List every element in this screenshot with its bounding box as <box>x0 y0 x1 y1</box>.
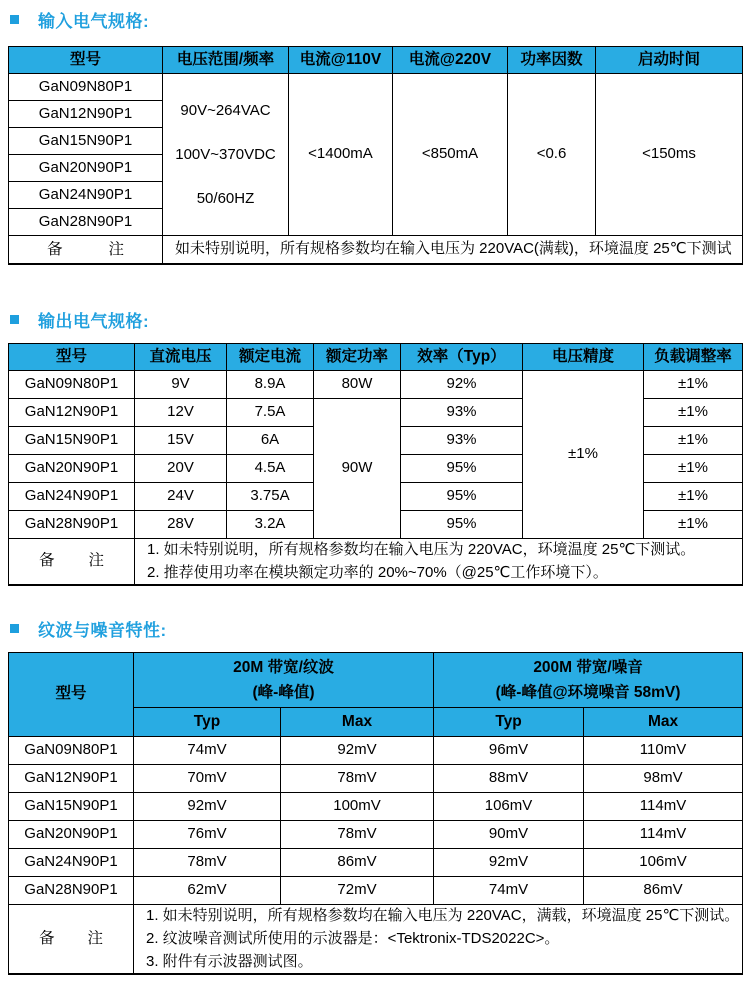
col-header-ripple-group <box>134 652 434 707</box>
col-header-load-regulation: 负载调整率 <box>644 343 743 370</box>
ripple-max-cell: 78mV <box>281 820 434 848</box>
rated-power-cell: 90W <box>314 398 401 538</box>
dc-voltage-cell: 12V <box>135 398 227 426</box>
rated-current-cell: 4.5A <box>227 454 314 482</box>
model-cell: GaN28N90P1 <box>9 876 134 904</box>
model-cell: GaN20N90P1 <box>9 820 134 848</box>
model-cell: GaN24N90P1 <box>9 848 134 876</box>
dc-voltage-cell: 9V <box>135 370 227 398</box>
voltage-range-line: 100V~370VDC <box>175 146 276 163</box>
model-cell: GaN12N90P1 <box>9 764 134 792</box>
col-header-model: 型号 <box>9 652 134 736</box>
load-regulation-cell: ±1% <box>644 426 743 454</box>
table-header-row <box>9 47 743 74</box>
table-header-row <box>9 343 743 370</box>
col-header-model: 型号 <box>9 47 163 74</box>
load-regulation-cell: ±1% <box>644 398 743 426</box>
square-bullet-icon <box>10 624 19 633</box>
ripple-max-cell: 78mV <box>281 764 434 792</box>
model-cell: GaN24N90P1 <box>9 482 135 510</box>
rated-current-cell: 7.5A <box>227 398 314 426</box>
ripple-typ-cell: 70mV <box>134 764 281 792</box>
note-label-cell <box>9 904 134 974</box>
dc-voltage-cell: 24V <box>135 482 227 510</box>
ripple-group-subtitle: (峰-峰值) <box>252 683 315 701</box>
section-ripple-noise-title <box>10 618 750 640</box>
note-label-left: 备 <box>47 240 63 258</box>
section-title-text: 纹波与噪音特性: <box>38 621 167 640</box>
col-header-voltage-precision: 电压精度 <box>523 343 644 370</box>
col-header-rated-power: 额定功率 <box>314 343 401 370</box>
efficiency-cell: 93% <box>401 426 523 454</box>
note-line: 1. 如未特别说明，所有规格参数均在输入电压为 220VAC，满载，环境温度 25℃下测试。 <box>146 906 740 924</box>
table-row <box>9 820 743 848</box>
ripple-typ-cell: 92mV <box>134 792 281 820</box>
ripple-max-cell: 92mV <box>281 736 434 764</box>
note-text-cell <box>134 904 743 974</box>
ripple-typ-cell: 62mV <box>134 876 281 904</box>
model-cell: GaN12N90P1 <box>9 101 163 128</box>
startup-time-cell: <150ms <box>596 74 743 236</box>
col-header-model: 型号 <box>9 343 135 370</box>
noise-typ-cell: 106mV <box>434 792 584 820</box>
current-220v-cell: <850mA <box>393 74 508 236</box>
output-spec-table <box>8 343 743 586</box>
noise-max-cell: 106mV <box>584 848 743 876</box>
datasheet-page <box>0 8 750 983</box>
model-cell: GaN15N90P1 <box>9 426 135 454</box>
note-text: 如未特别说明，所有规格参数均在输入电压为 220VAC(满载)，环境温度 25℃下测试 <box>175 240 732 258</box>
rated-current-cell: 8.9A <box>227 370 314 398</box>
noise-typ-cell: 92mV <box>434 848 584 876</box>
col-header-voltage-range: 电压范围/频率 <box>163 47 289 74</box>
noise-max-cell: 110mV <box>584 736 743 764</box>
col-header-current-220v: 电流@220V <box>393 47 508 74</box>
note-label-right: 注 <box>88 552 104 570</box>
model-cell: GaN15N90P1 <box>9 792 134 820</box>
dc-voltage-cell: 20V <box>135 454 227 482</box>
model-cell: GaN20N90P1 <box>9 454 135 482</box>
voltage-precision-cell: ±1% <box>523 370 644 538</box>
ripple-typ-cell: 78mV <box>134 848 281 876</box>
noise-typ-cell: 96mV <box>434 736 584 764</box>
note-label-left: 备 <box>39 929 55 947</box>
model-cell: GaN12N90P1 <box>9 398 135 426</box>
rated-current-cell: 3.2A <box>227 510 314 538</box>
note-row <box>9 236 743 264</box>
input-spec-table <box>8 46 743 265</box>
load-regulation-cell: ±1% <box>644 482 743 510</box>
model-cell: GaN09N80P1 <box>9 74 163 101</box>
noise-typ-cell: 90mV <box>434 820 584 848</box>
load-regulation-cell: ±1% <box>644 370 743 398</box>
noise-max-cell: 86mV <box>584 876 743 904</box>
table-row <box>9 792 743 820</box>
ripple-max-cell: 100mV <box>281 792 434 820</box>
noise-max-cell: 98mV <box>584 764 743 792</box>
model-cell: GaN20N90P1 <box>9 155 163 182</box>
model-cell: GaN24N90P1 <box>9 182 163 209</box>
note-line: 2. 推荐使用功率在模块额定功率的 20%~70%（@25℃工作环境下）。 <box>147 563 608 581</box>
note-line: 3. 附件有示波器测试图。 <box>146 952 313 970</box>
model-cell: GaN09N80P1 <box>9 736 134 764</box>
col-header-noise-max: Max <box>584 707 743 736</box>
square-bullet-icon <box>10 315 19 324</box>
table-row <box>9 764 743 792</box>
efficiency-cell: 92% <box>401 370 523 398</box>
noise-group-subtitle: (峰-峰值@环境噪音 58mV) <box>495 683 681 701</box>
table-row <box>9 848 743 876</box>
col-header-noise-group <box>434 652 743 707</box>
table-header-group-row <box>9 652 743 707</box>
col-header-current-110v: 电流@110V <box>289 47 393 74</box>
table-row <box>9 876 743 904</box>
note-label-right: 注 <box>87 929 103 947</box>
rated-current-cell: 6A <box>227 426 314 454</box>
ripple-group-title: 20M 带宽/纹波 <box>233 658 334 676</box>
current-110v-cell: <1400mA <box>289 74 393 236</box>
col-header-ripple-typ: Typ <box>134 707 281 736</box>
voltage-range-cell <box>163 74 289 236</box>
note-label-cell <box>9 538 135 585</box>
table-row <box>9 370 743 398</box>
ripple-max-cell: 86mV <box>281 848 434 876</box>
model-cell: GaN09N80P1 <box>9 370 135 398</box>
load-regulation-cell: ±1% <box>644 454 743 482</box>
note-label-right: 注 <box>108 240 124 258</box>
noise-group-title: 200M 带宽/噪音 <box>533 658 643 676</box>
note-row <box>9 904 743 974</box>
section-output-spec-title <box>10 309 750 331</box>
section-title-text: 输出电气规格: <box>38 312 150 331</box>
col-header-noise-typ: Typ <box>434 707 584 736</box>
col-header-efficiency: 效率（Typ） <box>401 343 523 370</box>
efficiency-cell: 95% <box>401 510 523 538</box>
rated-current-cell: 3.75A <box>227 482 314 510</box>
ripple-typ-cell: 76mV <box>134 820 281 848</box>
voltage-range-line: 50/60HZ <box>196 190 255 207</box>
model-cell: GaN28N90P1 <box>9 510 135 538</box>
table-row <box>9 74 743 101</box>
note-row <box>9 538 743 585</box>
noise-max-cell: 114mV <box>584 792 743 820</box>
ripple-typ-cell: 74mV <box>134 736 281 764</box>
power-factor-cell: <0.6 <box>508 74 596 236</box>
note-line: 1. 如未特别说明，所有规格参数均在输入电压为 220VAC，环境温度 25℃下测试。 <box>147 540 696 558</box>
noise-max-cell: 114mV <box>584 820 743 848</box>
note-label-cell <box>9 236 163 264</box>
col-header-ripple-max: Max <box>281 707 434 736</box>
efficiency-cell: 95% <box>401 454 523 482</box>
rated-power-cell: 80W <box>314 370 401 398</box>
ripple-noise-table <box>8 652 743 975</box>
col-header-startup-time: 启动时间 <box>596 47 743 74</box>
dc-voltage-cell: 15V <box>135 426 227 454</box>
noise-typ-cell: 74mV <box>434 876 584 904</box>
efficiency-cell: 93% <box>401 398 523 426</box>
dc-voltage-cell: 28V <box>135 510 227 538</box>
section-input-spec-title <box>10 8 750 30</box>
col-header-dc-voltage: 直流电压 <box>135 343 227 370</box>
noise-typ-cell: 88mV <box>434 764 584 792</box>
table-row <box>9 736 743 764</box>
note-line: 2. 纹波噪音测试所使用的示波器是：<Tektronix-TDS2022C>。 <box>146 929 560 947</box>
note-label-left: 备 <box>39 552 55 570</box>
section-title-text: 输入电气规格: <box>38 11 150 31</box>
note-text-cell <box>135 538 743 585</box>
model-cell: GaN15N90P1 <box>9 128 163 155</box>
square-bullet-icon <box>10 15 19 24</box>
model-cell: GaN28N90P1 <box>9 209 163 236</box>
load-regulation-cell: ±1% <box>644 510 743 538</box>
ripple-max-cell: 72mV <box>281 876 434 904</box>
voltage-range-line: 90V~264VAC <box>180 102 271 119</box>
note-text-cell <box>163 236 743 264</box>
efficiency-cell: 95% <box>401 482 523 510</box>
col-header-rated-current: 额定电流 <box>227 343 314 370</box>
col-header-power-factor: 功率因数 <box>508 47 596 74</box>
